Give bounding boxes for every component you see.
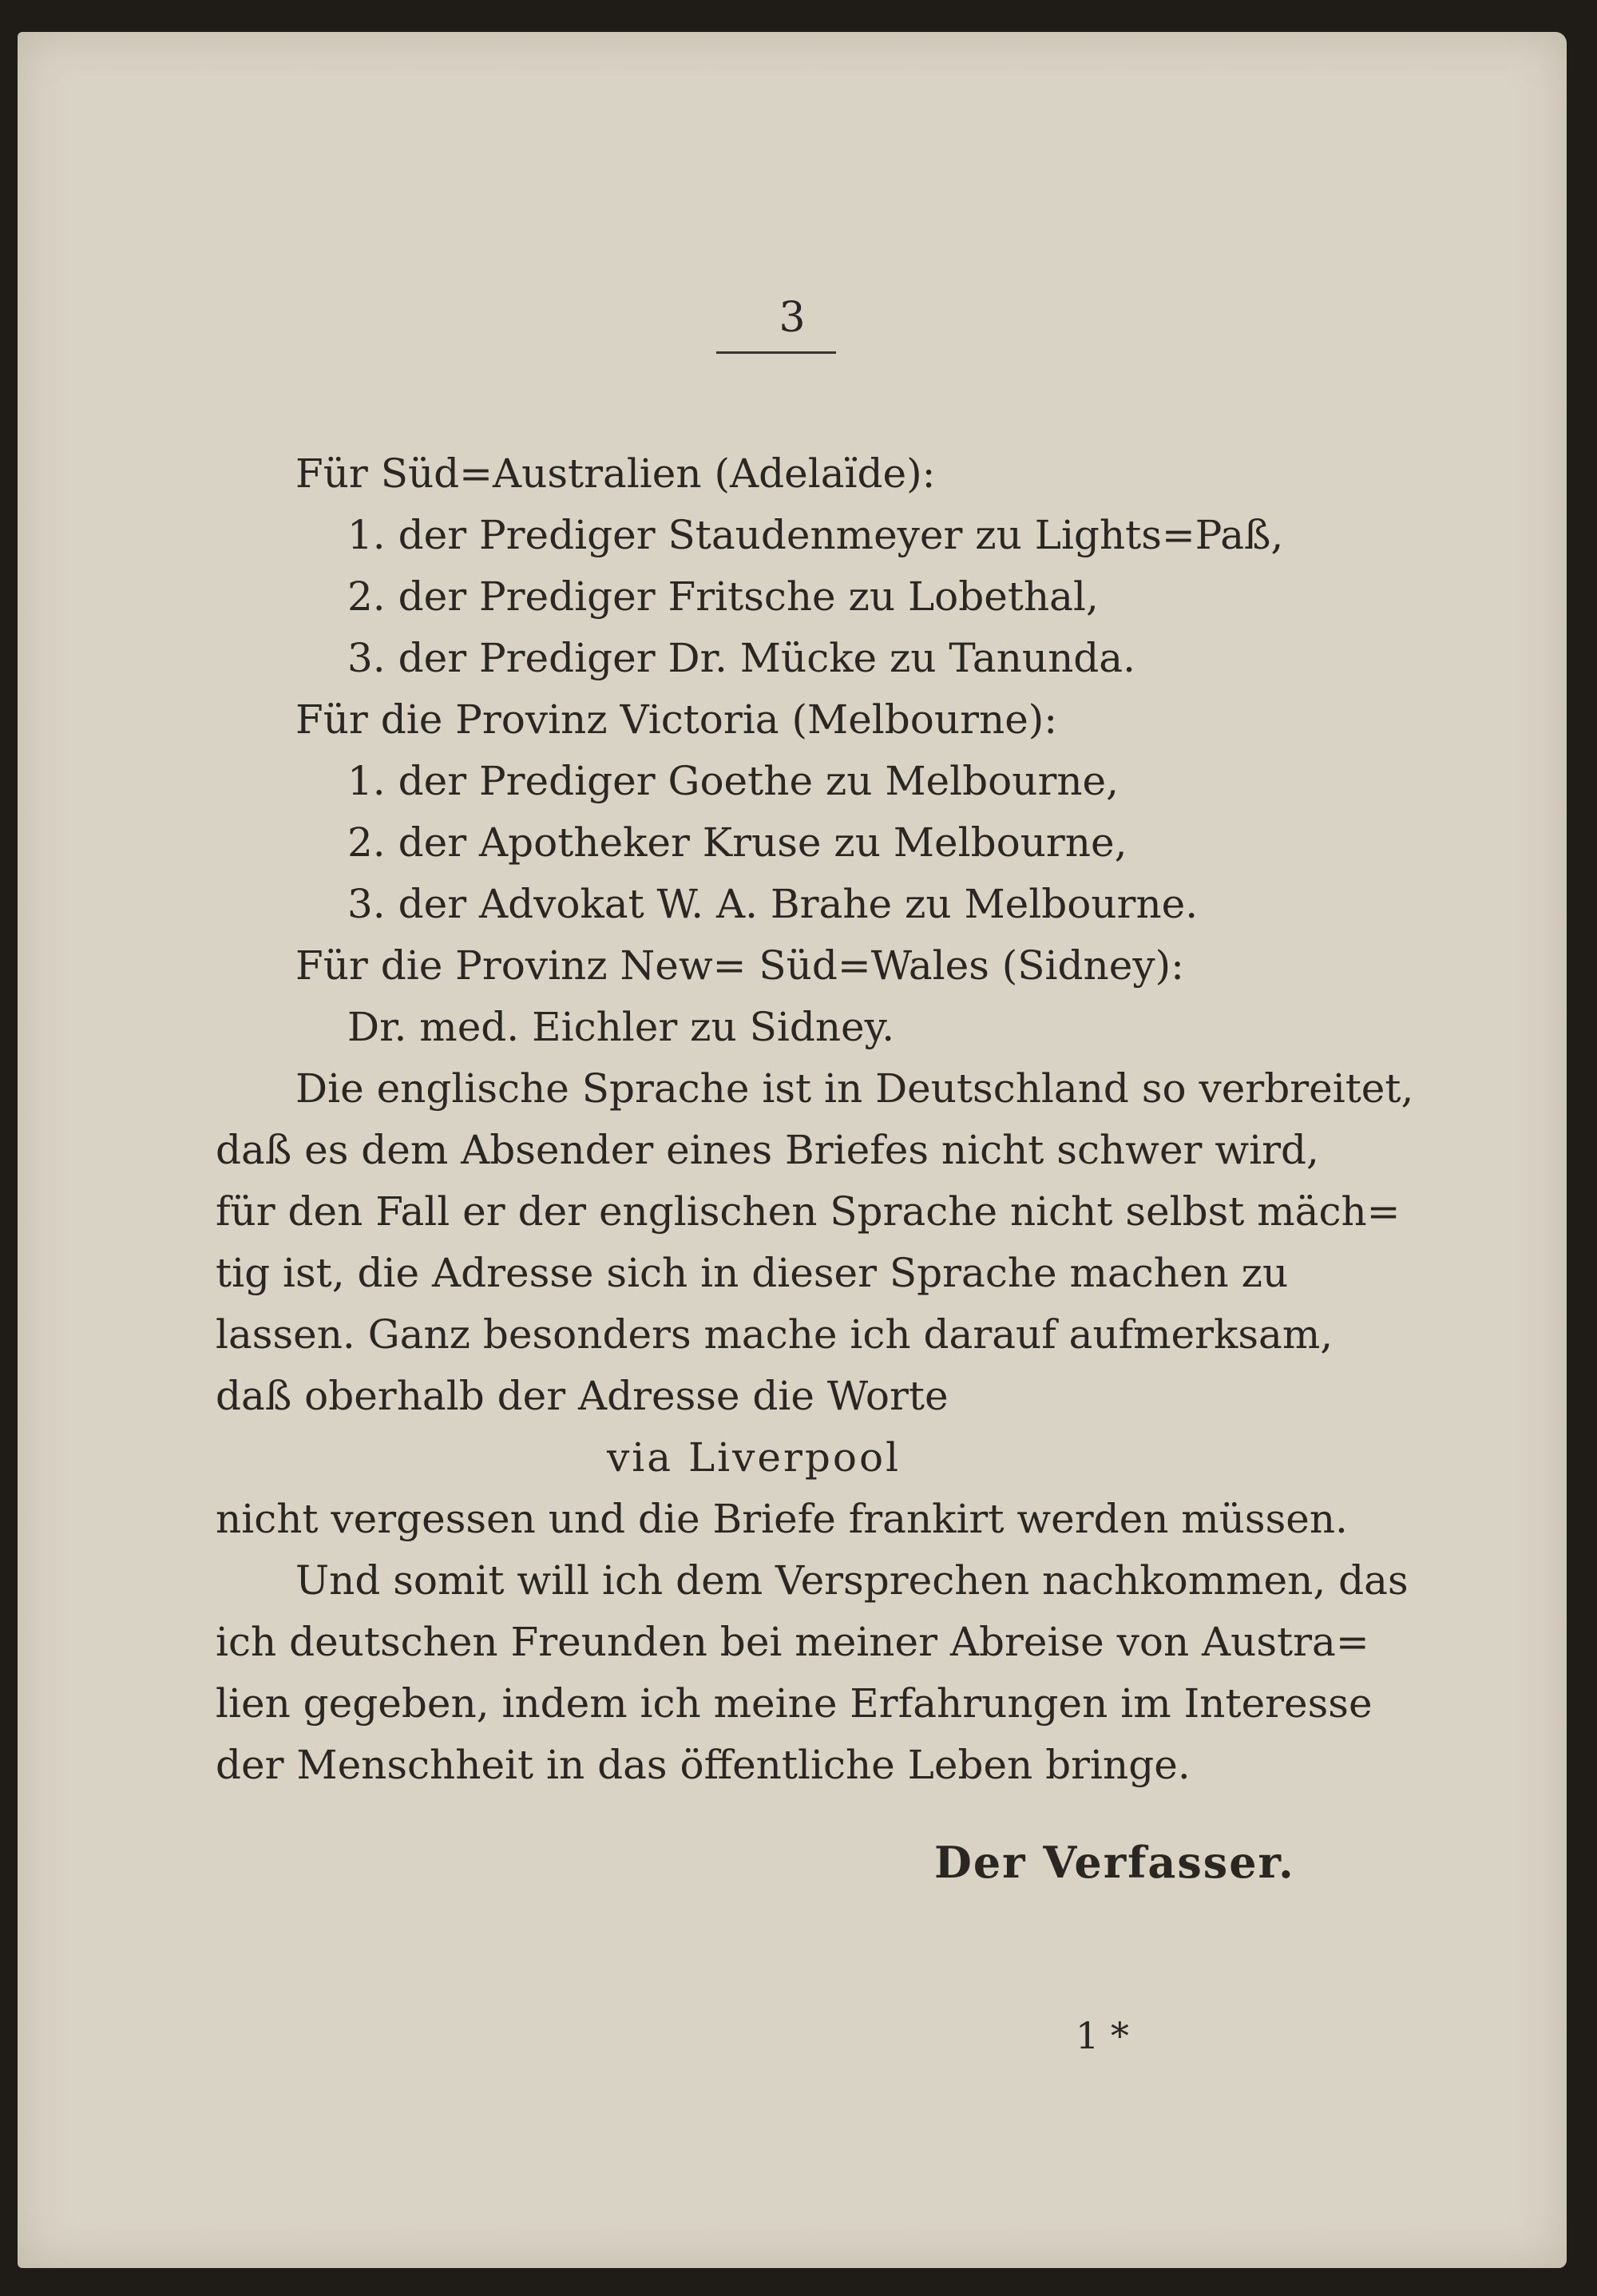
text-line: für den Fall er der englischen Sprache nicht selbst mäch= (216, 1188, 1401, 1235)
text-line: 2. der Apotheker Kruse zu Melbourne, (347, 819, 1127, 866)
text-line: Und somit will ich dem Versprechen nachkommen, das (295, 1557, 1409, 1604)
sheet-mark: 1 * (1076, 2014, 1129, 2057)
signature: Der Verfasser. (934, 1837, 1295, 1888)
text-line: 1. der Prediger Staudenmeyer zu Lights=Paß, (347, 512, 1284, 558)
header-rule (716, 351, 836, 354)
page-number: 3 (779, 294, 806, 342)
text-line: Für die Provinz Victoria (Melbourne): (295, 696, 1058, 743)
text-line: ich deutschen Freunden bei meiner Abreise von Austra= (216, 1619, 1369, 1665)
text-line: lassen. Ganz besonders mache ich darauf aufmerksam, (216, 1311, 1333, 1358)
text-line: nicht vergessen und die Briefe frankirt werden müssen. (216, 1496, 1348, 1542)
text-line: Die englische Sprache ist in Deutschland so verbreitet, (295, 1065, 1414, 1112)
text-line: Für die Provinz New= Süd=Wales (Sidney): (295, 942, 1184, 989)
text-line: via Liverpool (607, 1434, 902, 1481)
text-line: lien gegeben, indem ich meine Erfahrungen im Interesse (216, 1680, 1373, 1727)
text-line: 2. der Prediger Fritsche zu Lobethal, (347, 573, 1099, 620)
text-line: 1. der Prediger Goethe zu Melbourne, (347, 758, 1119, 804)
text-line: daß oberhalb der Adresse die Worte (216, 1373, 949, 1419)
book-page (18, 32, 1567, 2268)
text-line: 3. der Advokat W. A. Brahe zu Melbourne. (347, 881, 1199, 927)
text-line: der Menschheit in das öffentliche Leben bringe. (216, 1742, 1191, 1788)
text-line: Für Süd=Australien (Adelaïde): (295, 450, 936, 497)
text-line: daß es dem Absender eines Briefes nicht schwer wird, (216, 1127, 1319, 1173)
text-line: tig ist, die Adresse sich in dieser Sprache machen zu (216, 1250, 1289, 1296)
text-line: 3. der Prediger Dr. Mücke zu Tanunda. (347, 635, 1136, 681)
text-line: Dr. med. Eichler zu Sidney. (347, 1004, 895, 1050)
